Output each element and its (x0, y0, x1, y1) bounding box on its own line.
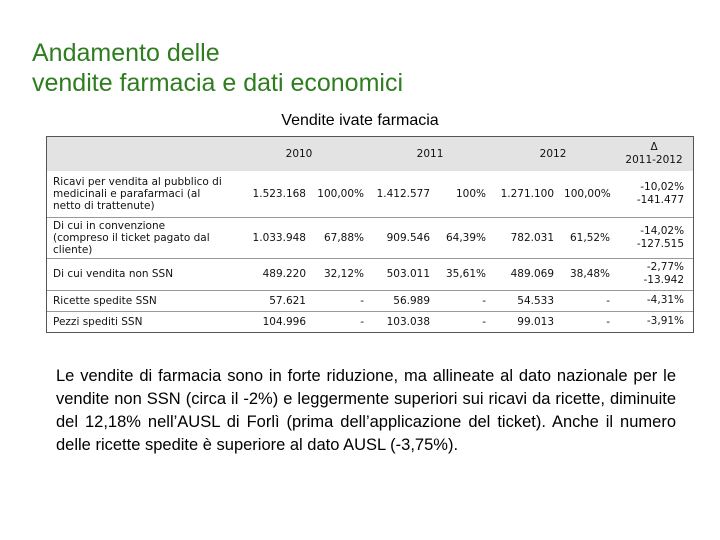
cell-2010-percent: 32,12% (311, 258, 369, 290)
cell-2010-percent: 67,88% (311, 217, 369, 258)
cell-2012-percent: 100,00% (559, 171, 615, 217)
table-row (47, 290, 693, 311)
cell-2012-value: 1.271.100 (491, 171, 559, 217)
cell-2011-percent: 64,39% (435, 217, 491, 258)
header-label-empty (47, 137, 229, 171)
cell-2012-value: 782.031 (491, 217, 559, 258)
commentary-paragraph: Le vendite di farmacia sono in forte riduzione, ma allineate al dato nazionale per le vendite non SSN (circa il -2%) e leggermente superiori sui ricavi da ricette, diminuite del 12,18% nell’AUSL di Forlì (prima dell’applicazione del ticket). Anche il numero delle ricette spedite è superiore al dato AUSL (-3,75%). (56, 367, 676, 454)
cell-2012-percent: - (559, 290, 615, 311)
cell-2011-percent: - (435, 290, 491, 311)
cell-2012-percent: 38,48% (559, 258, 615, 290)
sales-table (47, 137, 693, 332)
cell-2012-percent: 61,52% (559, 217, 615, 258)
cell-2011-percent: 100% (435, 171, 491, 217)
table-row (47, 311, 693, 332)
cell-2011-value: 503.011 (369, 258, 435, 290)
cell-2010-value: 104.996 (262, 315, 306, 328)
row-label: Di cui vendita non SSN (47, 258, 229, 290)
cell-2011-value: 909.546 (369, 217, 435, 258)
cell-2012-value: 489.069 (491, 258, 559, 290)
cell-delta-percent: -3,91% (646, 315, 685, 328)
cell-delta-absolute: -127.515 (636, 237, 685, 250)
cell-2012-value: 99.013 (517, 315, 555, 328)
header-delta-period: 2011-2012 (625, 154, 683, 166)
cell-2010-percent: - (360, 315, 365, 328)
cell-2012-percent: - (606, 315, 611, 328)
cell-delta-absolute: -13.942 (643, 274, 685, 286)
cell-2010-value: 489.220 (229, 258, 311, 290)
row-label: Ricette spedite SSN (47, 290, 229, 311)
table-row (47, 171, 693, 217)
cell-delta-percent: -14,02% (640, 224, 685, 237)
table-row (47, 258, 693, 290)
cell-delta (615, 311, 693, 332)
cell-2012-value: 54.533 (491, 290, 559, 311)
cell-2011-percent: 35,61% (435, 258, 491, 290)
header-2012: 2012 (539, 148, 567, 160)
cell-2011-percent: - (482, 315, 487, 328)
header-2010: 2010 (285, 148, 313, 160)
slide-title-line-1: Andamento delle (32, 39, 220, 67)
cell-2010-value: 1.033.948 (229, 217, 311, 258)
cell-delta-percent: -10,02% (640, 180, 685, 193)
cell-2011-value: 103.038 (386, 315, 431, 328)
cell-delta (615, 217, 693, 258)
cell-delta-percent: -4,31% (646, 294, 685, 306)
header-2011: 2011 (416, 148, 444, 160)
row-label: Di cui in convenzione (compreso il ticket pagato dal cliente) (47, 217, 229, 258)
cell-delta (615, 171, 693, 217)
row-label: Ricavi per vendita al pubblico di medicinali e parafarmaci (al netto di trattenute) (47, 171, 229, 217)
table-row (47, 217, 693, 258)
cell-delta (615, 258, 693, 290)
cell-2011-value: 56.989 (369, 290, 435, 311)
slide-title (32, 38, 403, 98)
cell-delta (615, 290, 693, 311)
cell-delta-absolute: -141.477 (636, 193, 685, 206)
cell-2010-value: 1.523.168 (229, 171, 311, 217)
cell-2010-percent: - (311, 290, 369, 311)
cell-2010-value: 57.621 (229, 290, 311, 311)
slide-title-line-2: vendite farmacia e dati economici (32, 69, 404, 97)
row-label: Pezzi spediti SSN (53, 315, 143, 328)
table-title: Vendite ivate farmacia (281, 112, 439, 129)
header-delta (615, 137, 693, 171)
header-delta-symbol: Δ (650, 141, 658, 153)
cell-2011-value: 1.412.577 (369, 171, 435, 217)
sales-table-container (46, 136, 694, 333)
cell-2010-percent: 100,00% (311, 171, 369, 217)
table-header-row (47, 137, 693, 171)
cell-delta-percent: -2,77% (646, 261, 685, 273)
